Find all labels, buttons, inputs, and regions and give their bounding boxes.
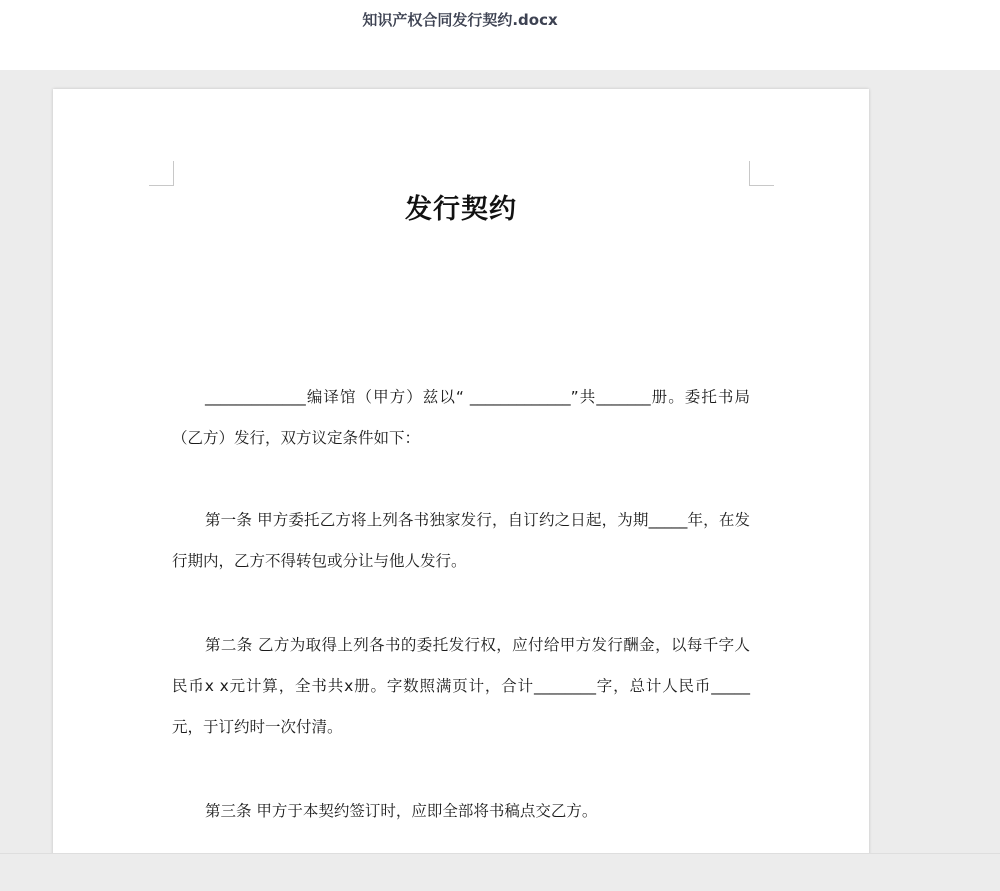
paragraph-article-2: 第二条 乙方为取得上列各书的委托发行权，应付给甲方发行酬金，以每千字人民币x x元计算，全书共x册。字数照满页计，合计________字，总计人民币_____元，于订约时一次付清。 [172,636,750,736]
page-margin-corner-top-left [149,161,174,186]
paragraph-preamble: _____________编译馆（甲方）兹以“ _____________”共_______册。委托书局（乙方）发行，双方议定条件如下： [172,388,750,447]
title-bar [0,0,1000,70]
paragraph-article-3: 第三条 甲方于本契约签订时，应即全部将书稿点交乙方。 [205,802,598,820]
bottom-bar [0,853,1000,891]
document-heading: 发行契约 [405,194,517,225]
document-page [53,89,869,869]
page-margin-corner-top-right [749,161,774,186]
document-file-name: 知识产权合同发行契约.docx [362,11,558,29]
paragraph-article-1: 第一条 甲方委托乙方将上列各书独家发行，自订约之日起，为期_____年，在发行期内，乙方不得转包或分让与他人发行。 [172,511,750,570]
